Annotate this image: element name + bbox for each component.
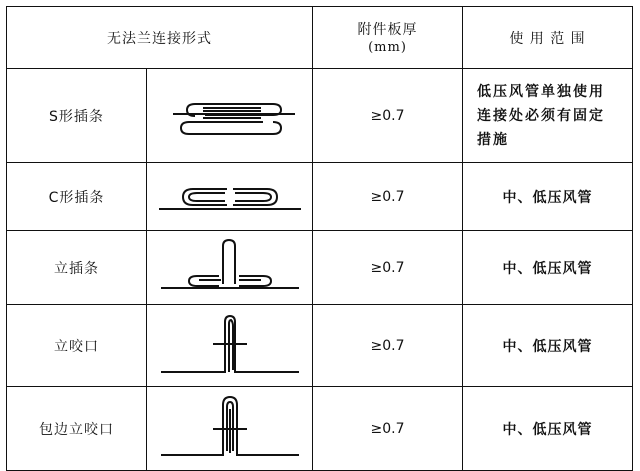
figure-standing-slip [147,231,313,305]
row-name: 立插条 [7,231,147,305]
row-scope: 中、低压风管 [463,163,633,231]
row-name: S形插条 [7,69,147,163]
table-row [7,387,633,471]
row-name: 立咬口 [7,305,147,387]
row-scope: 中、低压风管 [463,387,633,471]
row-thickness: ≥0.7 [313,69,463,163]
header-form: 无法兰连接形式 [7,7,313,69]
row-name: 包边立咬口 [7,387,147,471]
s-slip-drawing [165,86,295,146]
table-row [7,231,633,305]
header-thickness [313,7,463,69]
standing-slip-drawing [155,236,305,300]
figure-covered-standing-seam [147,387,313,471]
row-scope [463,69,633,163]
row-thickness: ≥0.7 [313,231,463,305]
row-scope: 中、低压风管 [463,231,633,305]
scope-line: 措施 [477,131,509,148]
connection-forms-table [6,6,633,471]
header-thickness-unit: (mm) [368,40,407,55]
figure-standing-seam [147,305,313,387]
table-row [7,69,633,163]
row-thickness: ≥0.7 [313,163,463,231]
row-thickness: ≥0.7 [313,387,463,471]
header-row [7,7,633,69]
covered-standing-seam-drawing [155,393,305,465]
figure-s-slip [147,69,313,163]
header-thickness-label: 附件板厚 [357,22,418,38]
row-scope: 中、低压风管 [463,305,633,387]
table-row [7,305,633,387]
standing-seam-drawing [155,310,305,382]
header-scope: 使 用 范 围 [463,7,633,69]
row-thickness: ≥0.7 [313,305,463,387]
table-row [7,163,633,231]
scope-line: 连接处必须有固定 [477,107,605,124]
scope-line: 低压风管单独使用 [477,83,605,100]
figure-c-slip [147,163,313,231]
c-slip-drawing [155,175,305,219]
row-name: C形插条 [7,163,147,231]
